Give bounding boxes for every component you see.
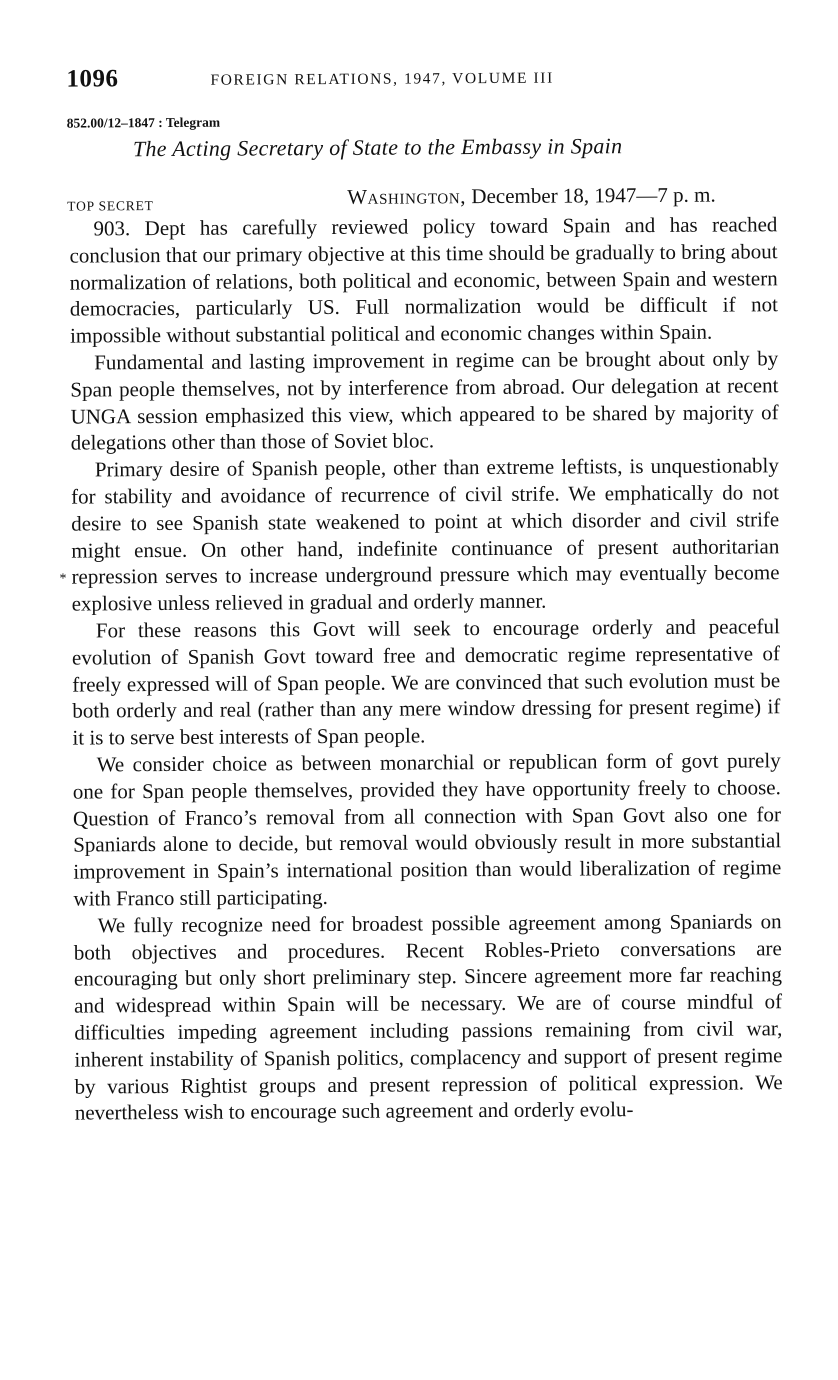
margin-asterisk: * bbox=[59, 571, 67, 587]
file-reference: 852.00/12–1847 : Telegram bbox=[66, 114, 221, 131]
telegram-body bbox=[69, 211, 783, 1126]
page-number: 1096 bbox=[66, 65, 119, 93]
paragraph-2: Fundamental and lasting improvement in regime can be brought about only by Span people themselves, not by interference from abroad. Our delegation at recent UNGA session emphasized this view, which appeared to be shared by majority of delegations other than those of Soviet bloc. bbox=[70, 346, 779, 455]
paragraph-4: For these reasons this Govt will seek to encourage orderly and peaceful evolution of Spanish Govt toward free and democratic regime representative of freely expressed will of Span people. We are convinced that such evolution must be both orderly and real (rather than any mere window dressing for present regime) if it is to serve best interests of Span people. bbox=[71, 614, 781, 750]
dateline-place: Washington, bbox=[347, 184, 467, 209]
document-title: The Acting Secretary of State to the Embassy in Spain bbox=[132, 133, 623, 162]
running-head: FOREIGN RELATIONS, 1947, VOLUME III bbox=[210, 69, 554, 89]
paragraph-1: 903. Dept has carefully reviewed policy toward Spain and has reached conclusion that our primary objective at this time should be gradually to bring about normalization of relations, both political and economic, between Spain and western democracies, particularly US. Full normalization would be difficult if not impossible without substantial political and economic changes within Spain. bbox=[69, 212, 778, 348]
dateline bbox=[347, 183, 716, 210]
classification-label: TOP SECRET bbox=[67, 198, 154, 214]
paragraph-3: Primary desire of Spanish people, other than extreme leftists, is unquestionably for stability and avoidance of recurrence of civil strife. We emphatically do not desire to see Spanish state weakened to point at which disorder and civil strife might ensue. On other hand, indefinite continuance of present authoritarian repression serves to increase underground pressure which may eventually become explosive unless relieved in gradual and orderly manner. bbox=[70, 453, 780, 616]
paragraph-6: We fully recognize need for broadest possible agreement among Spaniards on both objectives and procedures. Recent Robles-Prieto conversations are encouraging but only short preliminary step. Sincere agreement more far reaching and widespread within Spain will be necessary. We are of course mindful of difficulties impeding agreement including passions remaining from civil war, inherent instability of Spanish politics, complacency and support of present regime by various Rightist groups and present repression of political expression. We nevertheless wish to encourage such agreement and orderly evolu- bbox=[73, 908, 783, 1125]
paragraph-5: We consider choice as between monarchial or republican form of govt purely one for Span people themselves, provided they have opportunity freely to choose. Question of Franco’s removal from all connection with Span Govt also one for Spaniards alone to decide, but removal would obviously result in more substantial improvement in Spain’s international position than would liberalization of regime with Franco still participating. bbox=[72, 748, 782, 911]
dateline-date: December 18, 1947—7 p. m. bbox=[466, 182, 716, 209]
page-header bbox=[66, 61, 786, 99]
